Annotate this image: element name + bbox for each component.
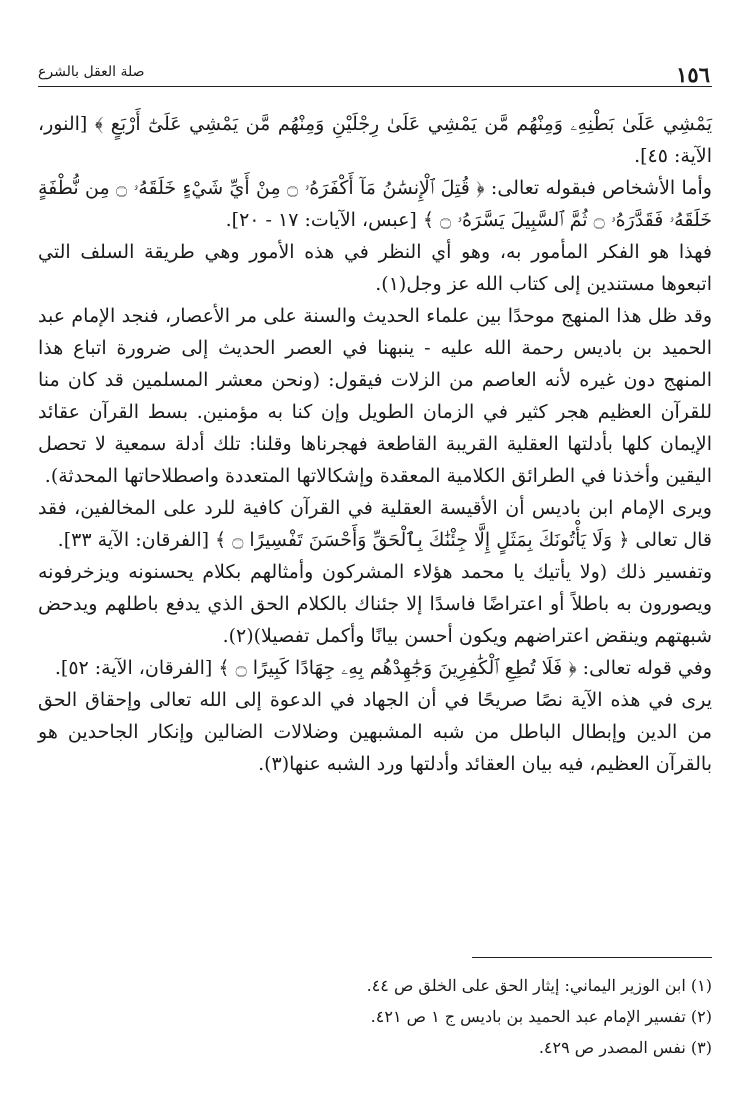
page-body — [38, 108, 712, 780]
paragraph: وقد ظل هذا المنهج موحدًا بين علماء الحديث والسنة على مر الأعصار، فنجد الإمام عبد الحميد بن باديس رحمة الله عليه - ينبهنا في العصر الحديث إلى ضرورة اتباع هذا المنهج دون غيره لأنه العاصم من الزلات فيقول: (ونحن معشر المسلمين قد كان منا للقرآن العظيم هجر كثير في الزمان الطويل وإن كنا به مؤمنين. بسط القرآن عقائد الإيمان كلها بأدلتها العقلية القريبة القاطعة فهجرناها وقلنا: تلك أدلة سمعية لا تحصل اليقين وأخذنا في الطرائق الكلامية المعقدة وإشكالاتها المتعددة واصطلاحاتها المحدثة). — [38, 305, 712, 487]
running-title: صلة العقل بالشرع — [38, 64, 145, 80]
paragraph: وفي قوله تعالى: ﴿ فَلَا تُطِعِ ٱلْكَٰفِرِينَ وَجَٰهِدْهُم بِهِۦ جِهَادًا كَبِيرًا ۝ ﴾ [الفرقان، الآية: ٥٢]. — [54, 657, 712, 679]
paragraph: يرى في هذه الآية نصًا صريحًا في أن الجهاد في الدعوة إلى الله تعالى وإحقاق الحق من الدين وإبطال الباطل من شبه المشبهين وضلالات الضالين وإنكار الجاحدين هو بالقرآن العظيم، فيه بيان العقائد وأدلتها ورد الشبه عنها(٣). — [38, 689, 713, 775]
page-header — [38, 52, 712, 86]
paragraph: ويرى الإمام ابن باديس أن الأقيسة العقلية في القرآن كافية للرد على المخالفين، فقد قال تعالى ﴿ وَلَا يَأْتُونَكَ بِمَثَلٍ إِلَّا جِئْنَٰكَ بِٱلْحَقِّ وَأَحْسَنَ تَفْسِيرًا ۝ ﴾ [الفرقان: الآية ٣٣]. — [38, 497, 712, 551]
header-divider — [38, 86, 712, 87]
footnote-divider — [472, 957, 712, 958]
footnotes — [38, 970, 712, 1063]
paragraph: فهذا هو الفكر المأمور به، وهو أي النظر في هذه الأمور وهي طريقة السلف التي اتبعوها مستندين إلى كتاب الله عز وجل(١). — [38, 241, 712, 295]
page-number: ١٥٦ — [676, 62, 710, 87]
footnote: (٢) تفسير الإمام عبد الحميد بن باديس ج ١ ص ٤٢١. — [370, 1007, 712, 1026]
paragraph: وتفسير ذلك (ولا يأتيك يا محمد هؤلاء المشركون وأمثالهم بكلام يحسنونه ويزخرفونه ويصورون به باطلاً أو اعتراضًا فاسدًا إلا جئناك بالكلام الحق الذي يدفع باطلهم ويدحض شبهتهم وينقض اعتراضهم ويكون أحسن بيانًا وأكمل تفصيلا)(٢). — [38, 561, 712, 647]
footnote: (١) ابن الوزير اليماني: إيثار الحق على الخلق ص ٤٤. — [366, 976, 712, 995]
paragraph: يَمْشِي عَلَىٰ بَطْنِهِۦ وَمِنْهُم مَّن يَمْشِي عَلَىٰ رِجْلَيْنِ وَمِنْهُم مَّن يَمْشِي عَلَىٰٓ أَرْبَعٍ ﴾ [النور، الآية: ٤٥]. — [38, 113, 712, 167]
paragraph: وأما الأشخاص فبقوله تعالى: ﴿ قُتِلَ ٱلْإِنسَٰنُ مَآ أَكْفَرَهُۥ ۝ مِنْ أَيِّ شَيْءٍ خَلَقَهُۥ ۝ مِن نُّطْفَةٍ خَلَقَهُۥ فَقَدَّرَهُۥ ۝ ثُمَّ ٱلسَّبِيلَ يَسَّرَهُۥ ۝ ﴾ [عبس، الآيات: ١٧ - ٢٠]. — [38, 177, 712, 231]
book-page — [38, 52, 712, 1062]
footnote: (٣) نفس المصدر ص ٤٢٩. — [538, 1038, 712, 1057]
